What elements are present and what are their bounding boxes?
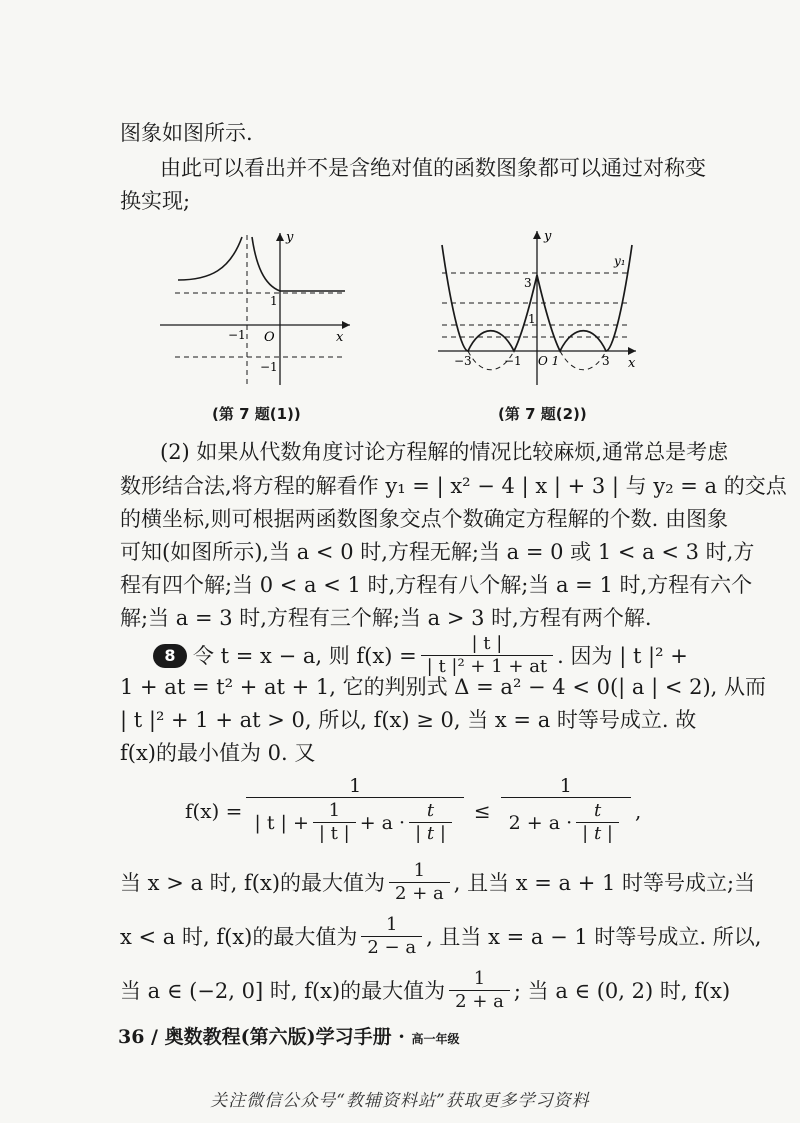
denominator: | t |	[313, 822, 356, 845]
fraction	[576, 800, 619, 845]
denominator: 2 + a	[389, 882, 450, 905]
fraction	[501, 775, 631, 847]
book-title: 奥数教程(第六版)学习手册 ·	[164, 1026, 405, 1048]
watermark-text: 关注微信公众号“教辅资料站”获取更多学习资料	[210, 1091, 590, 1111]
fraction	[409, 800, 452, 845]
fig2-tick: 1	[528, 312, 536, 326]
math-text: ≤	[473, 799, 491, 823]
para-text: 的横坐标,则可根据两函数图象交点个数确定方程解的个数. 由图象	[120, 507, 729, 531]
denominator: 2 − a	[361, 936, 422, 959]
problem-number-badge: 8	[153, 644, 187, 668]
para-text	[120, 968, 730, 1013]
figure-2-caption: (第 7 题(2))	[498, 405, 587, 423]
denominator	[246, 797, 463, 847]
denominator	[501, 797, 631, 847]
fig1-tick: −1	[260, 360, 278, 374]
math-text: ; 当 a ∈ (0, 2) 时, f(x)	[513, 978, 731, 1003]
math-text: ,	[634, 799, 642, 823]
fraction	[361, 914, 422, 959]
figure-2	[430, 225, 645, 395]
numerator: 1	[559, 775, 572, 797]
denominator: | t |	[409, 822, 452, 845]
math-text: 当 x > a 时, f(x)的最大值为	[120, 870, 386, 895]
grade-label: 高一年级	[411, 1032, 460, 1046]
fig1-tick: −1	[228, 328, 246, 342]
numerator: t	[426, 800, 435, 821]
numerator: t	[593, 800, 602, 821]
numerator: 1	[349, 775, 362, 797]
figure-1-caption: (第 7 题(1))	[212, 405, 301, 423]
fig1-tick: 1	[270, 294, 278, 308]
fig1-y-label: y	[286, 230, 294, 245]
math-text: 令 t = x − a, 则 f(x) =	[193, 643, 417, 668]
para-text	[120, 914, 761, 959]
fig1-origin: O	[264, 330, 275, 345]
math-text: . 因为 | t |² +	[557, 643, 688, 668]
fig2-x-label: x	[628, 356, 636, 371]
math-text: + a ·	[359, 811, 406, 834]
para-text: 解;当 a = 3 时,方程有三个解;当 a > 3 时,方程有两个解.	[120, 606, 652, 630]
para-text: 可知(如图所示),当 a < 0 时,方程无解;当 a = 0 或 1 < a < 3 时,方	[120, 540, 755, 564]
fig2-tick: −1	[504, 354, 522, 368]
para-text: 图象如图所示.	[120, 121, 253, 145]
para-text	[120, 860, 755, 905]
fig2-origin: O 1	[538, 354, 560, 368]
denominator: | t |² + 1 + at	[421, 655, 554, 678]
fraction	[449, 968, 510, 1013]
fraction	[389, 860, 450, 905]
fig2-curve-label: y₁	[614, 254, 626, 268]
math-text: , 且当 x = a + 1 时等号成立;当	[453, 870, 756, 895]
para-text: 由此可以看出并不是含绝对值的函数图象都可以通过对称变	[160, 156, 706, 180]
figure-1	[150, 225, 360, 395]
para-text: (2) 如果从代数角度讨论方程解的情况比较麻烦,通常总是考虑	[160, 440, 729, 464]
fig2-tick: 3	[602, 354, 610, 368]
numerator: 1	[328, 800, 341, 821]
para-text: 程有四个解;当 0 < a < 1 时,方程有八个解;当 a = 1 时,方程有六个	[120, 573, 753, 597]
numerator: 1	[385, 914, 398, 935]
para-text: f(x)的最小值为 0. 又	[120, 741, 316, 765]
math-text: | t | +	[254, 811, 309, 834]
math-text: 2 + a ·	[508, 811, 573, 834]
fraction	[313, 800, 356, 845]
fig2-y-label: y	[544, 229, 552, 244]
page-footer	[118, 1022, 459, 1049]
fig2-tick: −3	[454, 354, 472, 368]
fig1-x-label: x	[336, 330, 344, 345]
math-text: x < a 时, f(x)的最大值为	[120, 924, 358, 949]
numerator: 1	[413, 860, 426, 881]
numerator: | t |	[471, 633, 503, 654]
para-text: 换实现;	[120, 189, 191, 213]
math-text: 当 a ∈ (−2, 0] 时, f(x)的最大值为	[120, 978, 446, 1003]
display-equation	[185, 775, 641, 847]
math-text: , 且当 x = a − 1 时等号成立. 所以,	[426, 924, 762, 949]
para-text: 1 + at = t² + at + 1, 它的判别式 Δ = a² − 4 < 0(| a | < 2), 从而	[120, 675, 767, 699]
para-text: 数形结合法,将方程的解看作 y₁ = | x² − 4 | x | + 3 | 与 y₂ = a 的交点	[120, 474, 787, 498]
fig2-tick: 3	[524, 276, 532, 290]
denominator: 2 + a	[449, 990, 510, 1013]
para-text: | t |² + 1 + at > 0, 所以, f(x) ≥ 0, 当 x = a 时等号成立. 故	[120, 708, 697, 732]
numerator: 1	[473, 968, 486, 989]
denominator: | t |	[576, 822, 619, 845]
fraction	[246, 775, 463, 847]
page-number: 36 /	[118, 1026, 158, 1048]
math-text: f(x) =	[185, 799, 243, 823]
